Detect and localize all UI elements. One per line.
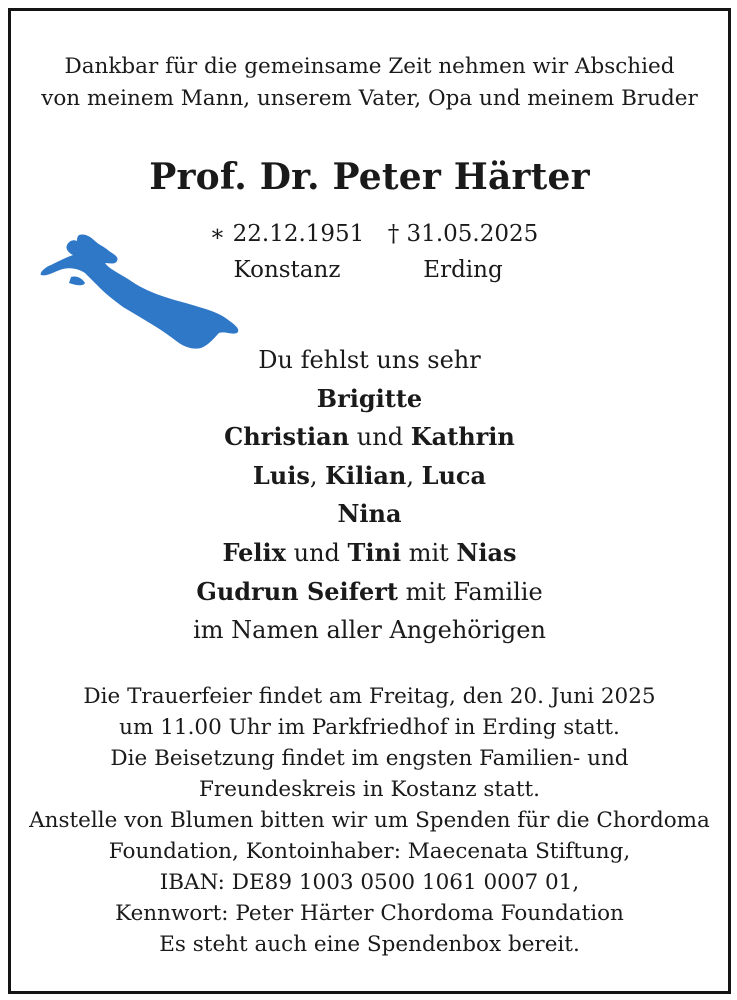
service-details	[11, 681, 728, 960]
death-place: Erding	[423, 257, 503, 283]
mourner-name: Brigitte	[316, 383, 423, 413]
mourner-name: Luis	[252, 460, 310, 490]
service-line: Es steht auch eine Spendenbox bereit.	[159, 932, 580, 957]
mourners-line: im Namen aller Angehörigen	[193, 616, 546, 645]
mourner-name: Kilian	[325, 460, 407, 490]
service-line: Foundation, Kontoinhaber: Maecenata Stiftung,	[108, 839, 631, 864]
mourner-name: Felix	[222, 537, 286, 567]
service-line: Anstelle von Blumen bitten wir um Spenden für die Chordoma	[29, 808, 710, 833]
mourner-name: Luca	[421, 460, 487, 490]
deceased-name: Prof. Dr. Peter Härter	[149, 156, 590, 198]
mourner-name: Nina	[337, 499, 402, 529]
obituary-border	[8, 8, 731, 994]
bodensee-map-icon	[39, 233, 249, 351]
birth-place: Konstanz	[233, 257, 341, 283]
death-date: 31.05.2025	[406, 221, 539, 247]
mourners-list: Du fehlst uns sehr Brigitte Christian und Kathrin Luis, Kilian, Luca Nina Felix und Tini mit Nias Gudrun Seifert mit Familie im Namen aller Angehörigen	[11, 341, 728, 650]
service-line: Freundeskreis in Kostanz statt.	[199, 777, 540, 802]
service-line: Die Beisetzung findet im engsten Familien- und	[110, 746, 629, 771]
intro-text	[11, 51, 728, 115]
intro-line: Dankbar für die gemeinsame Zeit nehmen wir Abschied	[64, 54, 675, 79]
intro-line: von meinem Mann, unserem Vater, Opa und meinem Bruder	[41, 86, 698, 111]
mourner-name: Tini	[347, 537, 402, 567]
death-info	[383, 216, 543, 288]
service-line: Die Trauerfeier findet am Freitag, den 20. Juni 2025	[83, 684, 656, 709]
death-cross-icon: †	[387, 221, 400, 247]
service-line: um 11.00 Uhr im Parkfriedhof in Erding statt.	[119, 715, 620, 740]
mourner-name: Christian	[224, 422, 350, 452]
birth-date: 22.12.1951	[232, 221, 365, 247]
mourner-name: Kathrin	[410, 422, 515, 452]
service-line: IBAN: DE89 1003 0500 1061 0007 01,	[159, 870, 580, 895]
mourner-name: Gudrun Seifert	[196, 576, 398, 606]
mourner-name: Nias	[456, 537, 517, 567]
birth-star-icon: ∗	[209, 221, 226, 247]
mourners-line: Du fehlst uns sehr	[258, 346, 481, 374]
service-line: Kennwort: Peter Härter Chordoma Foundation	[115, 901, 624, 926]
